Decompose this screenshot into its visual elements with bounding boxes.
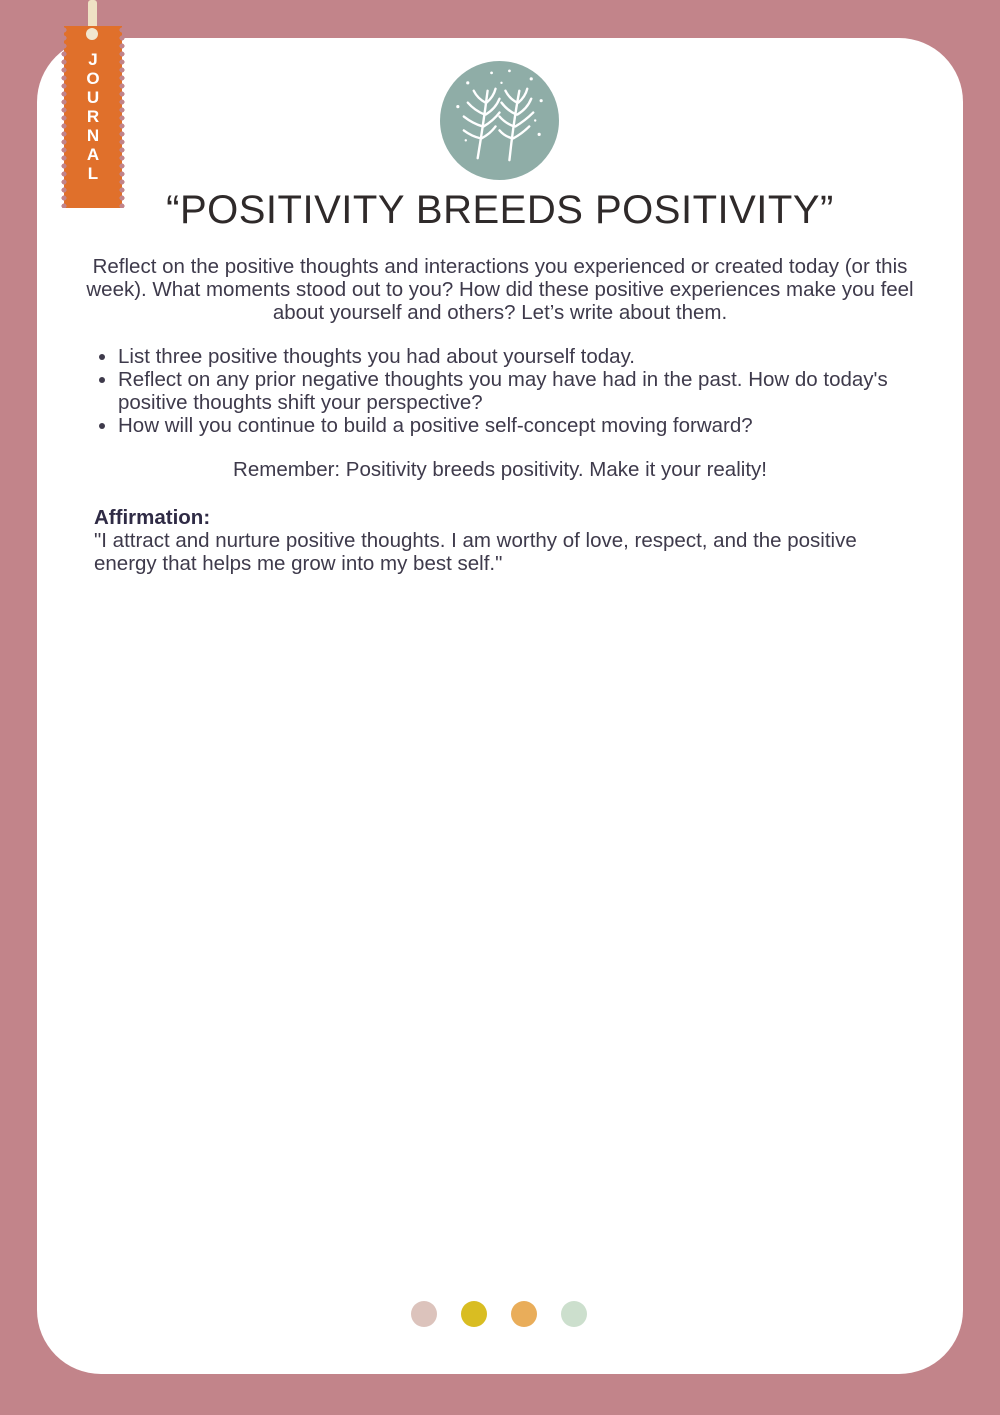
journal-tag-label <box>64 50 122 183</box>
list-item: • Reflect on any prior negative thoughts you may have had in the past. How do today's positive thoughts shift your perspective? <box>118 368 938 414</box>
tag-letter: A <box>86 145 100 164</box>
palette-dot <box>411 1301 437 1327</box>
leaves-icon <box>440 61 559 180</box>
tag-letter: U <box>86 88 100 107</box>
palette-dot <box>461 1301 487 1327</box>
list-item: • List three positive thoughts you had about yourself today. <box>118 345 938 368</box>
palette-dot <box>511 1301 537 1327</box>
palette-dot <box>561 1301 587 1327</box>
tag-letter: O <box>86 69 100 88</box>
journal-page <box>37 38 963 1374</box>
tag-letter: R <box>86 107 100 126</box>
prompt-list <box>94 345 938 437</box>
intro-paragraph: Reflect on the positive thoughts and interactions you experienced or created today (or this week). What moments stood out to you? How did these positive experiences make you feel about yourself and others? Let’s write about them. <box>86 255 914 324</box>
palette-dots <box>411 1301 587 1327</box>
page-title: “POSITIVITY BREEDS POSITIVITY” <box>166 188 834 232</box>
tag-letter: N <box>86 126 100 145</box>
tag-letter: L <box>87 164 99 183</box>
tag-hole <box>86 28 98 40</box>
affirmation-heading: Affirmation: <box>94 506 211 529</box>
list-item: • How will you continue to build a positive self-concept moving forward? <box>118 414 938 437</box>
tag-letter: J <box>88 50 98 69</box>
affirmation-text: "I attract and nurture positive thoughts. I am worthy of love, respect, and the positive energy that helps me grow into my best self." <box>94 529 857 575</box>
remember-note: Remember: Positivity breeds positivity. Make it your reality! <box>233 458 767 481</box>
